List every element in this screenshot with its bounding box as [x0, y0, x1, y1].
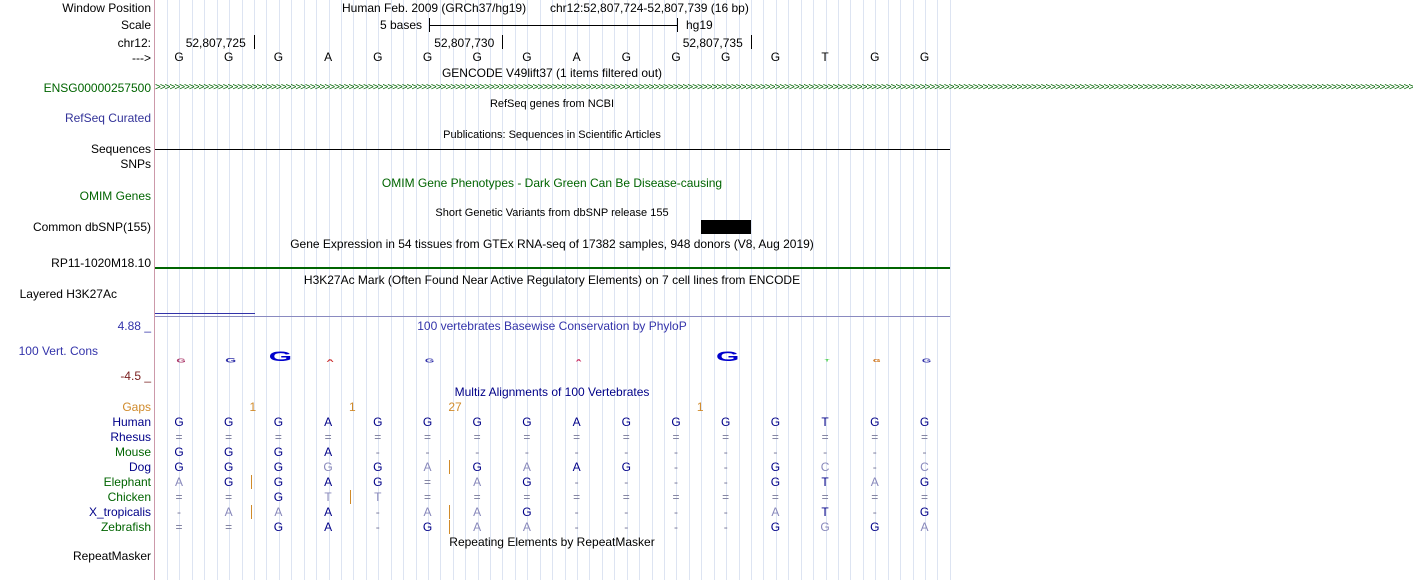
alignment-base: -: [674, 475, 678, 489]
alignment-base: =: [225, 520, 233, 534]
alignment-base: -: [574, 505, 579, 519]
alignment-base: =: [672, 430, 680, 444]
alignment-base: -: [375, 445, 380, 459]
alignment-base: =: [672, 490, 680, 504]
alignment-base: G: [273, 445, 284, 459]
alignment-base: =: [523, 490, 531, 504]
reference-base: G: [472, 50, 482, 64]
species-label[interactable]: Rhesus: [110, 430, 151, 444]
alignment-gap-marker: [449, 505, 450, 519]
alignment-base: =: [523, 430, 531, 444]
conservation-logo-letter: G: [424, 357, 435, 364]
conservation-logo-letter: G: [716, 348, 740, 364]
alignment-base: =: [622, 490, 630, 504]
species-label[interactable]: Elephant: [103, 475, 151, 489]
reference-base: G: [870, 50, 880, 64]
reference-base: G: [621, 50, 631, 64]
alignment-base: G: [919, 475, 930, 489]
alignment-base: G: [770, 415, 781, 429]
alignment-base: A: [473, 505, 482, 519]
alignment-base: =: [423, 430, 431, 444]
alignment-base: -: [823, 445, 828, 459]
alignment-base: =: [225, 490, 233, 504]
alignment-base: A: [324, 520, 333, 534]
alignment-base: -: [624, 520, 629, 534]
alignment-base: G: [273, 460, 284, 474]
species-label[interactable]: Chicken: [107, 490, 151, 504]
gap-count: 27: [448, 400, 462, 414]
alignment-base: -: [872, 460, 877, 474]
alignment-base: G: [770, 460, 781, 474]
alignment-base: =: [573, 430, 581, 444]
alignment-base: -: [872, 505, 877, 519]
alignment-base: -: [723, 445, 728, 459]
h3k27ac-signal: [155, 316, 950, 317]
conservation-logo-letter: G: [225, 356, 237, 364]
alignment-base: =: [473, 490, 481, 504]
alignment-base: -: [773, 445, 778, 459]
alignment-base: =: [423, 475, 431, 489]
alignment-base: G: [522, 505, 532, 519]
alignment-base: T: [324, 490, 332, 504]
alignment-base: =: [573, 490, 581, 504]
alignment-base: =: [175, 520, 183, 534]
alignment-base: G: [770, 520, 781, 534]
conservation-logo-letter: G: [921, 357, 932, 364]
alignment-base: =: [871, 430, 879, 444]
reference-base: G: [174, 50, 184, 64]
alignment-base: =: [622, 430, 630, 444]
alignment-base: T: [821, 505, 829, 519]
alignment-base: T: [374, 490, 382, 504]
alignment-base: =: [722, 490, 730, 504]
scale-bar: [429, 25, 678, 26]
label-common-dbsnp[interactable]: Common dbSNP(155): [32, 220, 151, 234]
alignment-base: -: [674, 520, 678, 534]
alignment-base: -: [375, 520, 380, 534]
gap-count: 1: [348, 400, 356, 414]
ruler-tick: [254, 35, 255, 49]
alignment-base: G: [820, 520, 830, 534]
publications-track-title: Publications: Sequences in Scientific Articles: [443, 129, 661, 141]
reference-base: G: [422, 50, 433, 64]
alignment-base: A: [423, 460, 432, 474]
alignment-gap-marker: [251, 475, 252, 489]
gencode-track-title: GENCODE V49lift37 (1 items filtered out): [441, 66, 663, 80]
alignment-base: -: [624, 445, 629, 459]
alignment-base: G: [174, 415, 184, 429]
label-gencode-gene[interactable]: ENSG00000257500: [43, 81, 151, 95]
alignment-base: -: [723, 505, 728, 519]
dbsnp-variant-feature[interactable]: [701, 220, 751, 234]
reference-base: A: [324, 50, 333, 64]
assembly-title: Human Feb. 2009 (GRCh37/hg19): [342, 1, 527, 15]
alignment-base: A: [870, 475, 879, 489]
alignment-base: G: [472, 460, 482, 474]
track-data-area[interactable]: [155, 0, 1413, 580]
alignment-base: -: [574, 445, 579, 459]
species-label[interactable]: Zebrafish: [100, 520, 151, 534]
alignment-base: G: [522, 415, 532, 429]
alignment-base: -: [674, 445, 678, 459]
ruler-tick: [751, 35, 752, 49]
alignment-base: G: [919, 505, 930, 519]
species-label[interactable]: Mouse: [114, 445, 151, 459]
label-snps[interactable]: SNPs: [120, 157, 151, 171]
alignment-base: G: [174, 445, 184, 459]
label-rp11-gene[interactable]: RP11-1020M18.10: [51, 256, 151, 270]
alignment-base: -: [674, 505, 678, 519]
alignment-base: G: [721, 415, 731, 429]
label-chromosome[interactable]: chr12:: [117, 36, 151, 50]
alignment-base: -: [723, 520, 728, 534]
alignment-base: =: [722, 430, 730, 444]
alignment-base: T: [821, 415, 829, 429]
alignment-base: =: [175, 490, 183, 504]
alignment-base: G: [671, 415, 681, 429]
alignment-base: G: [522, 475, 532, 489]
alignment-base: G: [174, 460, 184, 474]
alignment-base: =: [920, 430, 928, 444]
alignment-base: -: [674, 460, 678, 474]
alignment-base: A: [473, 520, 482, 534]
dbsnp-track-title: Short Genetic Variants from dbSNP release 155: [435, 207, 669, 219]
label-refseq-curated[interactable]: RefSeq Curated: [64, 111, 151, 125]
label-repeatmasker[interactable]: RepeatMasker: [72, 549, 151, 563]
alignment-base: =: [871, 490, 879, 504]
alignment-base: G: [273, 475, 284, 489]
gap-count: 1: [696, 400, 704, 414]
alignment-base: T: [821, 475, 829, 489]
ruler-position-label: 52,807,730: [434, 36, 495, 50]
conservation-logo-letter: G: [268, 348, 293, 364]
phylop-track-title: 100 vertebrates Basewise Conservation by PhyloP: [417, 319, 687, 333]
alignment-base: A: [572, 460, 581, 474]
alignment-base: G: [422, 415, 433, 429]
label-omim-genes[interactable]: OMIM Genes: [79, 189, 151, 203]
alignment-base: G: [373, 415, 383, 429]
alignment-base: -: [475, 445, 480, 459]
gap-count: 1: [249, 400, 257, 414]
alignment-gap-marker: [449, 520, 450, 534]
alignment-base: -: [723, 460, 728, 474]
scale-bar-db: hg19: [686, 18, 713, 32]
alignment-base: A: [224, 505, 233, 519]
label-window-position[interactable]: Window Position: [62, 1, 151, 15]
species-label[interactable]: Dog: [128, 460, 151, 474]
alignment-base: A: [324, 475, 333, 489]
alignment-base: =: [920, 490, 928, 504]
alignment-base: G: [621, 460, 631, 474]
alignment-base: -: [375, 505, 380, 519]
reference-base: G: [373, 50, 383, 64]
gencode-gene-feature[interactable]: >>>>>>>>>>>>>>>>>>>>>>>>>>>>>>>>>>>>>>>>>>>>>>>>>>>>>>>>>>>>>>>>>>>>>>>>>>>>>>>>>>>>>>>>>>>>>>>>>>>>>>>>>>>>>>>>>>>>>>>>>>>>>>>>>>>>>>>>>>>>>>>>>>>>>>>>>>>>>>>>>>>>>>>>>>>>>>>>>>>>>>>>>>>>>>>>>>>>>>>>>>>>>>>>>>>>>>>>>>>>>>>>>>>>>>>>>>>>>>>>>>>>>>>>>>>>>>>>>>>>: [155, 82, 1413, 93]
alignment-base: =: [225, 430, 233, 444]
alignment-base: =: [771, 430, 779, 444]
reference-base: G: [671, 50, 681, 64]
reference-base: G: [224, 50, 234, 64]
alignment-base: A: [920, 520, 929, 534]
refseq-track-title: RefSeq genes from NCBI: [489, 98, 615, 110]
alignment-base: A: [324, 445, 333, 459]
alignment-base: C: [820, 460, 830, 474]
alignment-base: A: [522, 520, 531, 534]
reference-base: A: [572, 50, 581, 64]
rp11-gene-feature[interactable]: [155, 267, 950, 269]
alignment-base: -: [922, 445, 927, 459]
conservation-logo-letter: A: [575, 358, 582, 363]
alignment-base: A: [522, 460, 531, 474]
alignment-base: G: [422, 520, 433, 534]
conservation-logo-letter: T: [824, 358, 830, 363]
alignment-base: -: [177, 505, 181, 519]
label-strand-arrow[interactable]: --->: [132, 51, 151, 65]
label-layered-h3k27ac[interactable]: Layered H3K27Ac: [19, 287, 117, 301]
alignment-base: -: [624, 475, 629, 489]
reference-base: G: [919, 50, 930, 64]
alignment-base: A: [423, 505, 432, 519]
alignment-base: G: [770, 475, 781, 489]
alignment-base: =: [821, 430, 829, 444]
alignment-base: A: [174, 475, 183, 489]
omim-track-title: OMIM Gene Phenotypes - Dark Green Can Be Disease-causing: [381, 176, 723, 190]
label-sequences[interactable]: Sequences: [90, 142, 151, 156]
ruler-tick: [502, 35, 503, 49]
sequences-line: [155, 149, 950, 150]
gtex-track-title: Gene Expression in 54 tissues from GTEx RNA-seq of 17382 samples, 948 donors (V8, Aug 2019): [290, 237, 814, 251]
species-label[interactable]: X_tropicalis: [88, 505, 151, 519]
label-cons-min: -4.5 _: [120, 369, 151, 383]
alignment-base: A: [324, 415, 333, 429]
alignment-base: G: [273, 415, 284, 429]
conservation-logo-letter: A: [326, 358, 334, 363]
alignment-base: =: [274, 430, 282, 444]
track-label-column: [0, 0, 155, 580]
reference-base: G: [721, 50, 731, 64]
label-gaps[interactable]: Gaps: [122, 400, 151, 414]
alignment-base: G: [870, 520, 880, 534]
alignment-base: -: [624, 505, 629, 519]
alignment-base: G: [224, 415, 234, 429]
alignment-base: -: [574, 520, 579, 534]
alignment-base: G: [373, 460, 383, 474]
alignment-base: =: [473, 430, 481, 444]
alignment-base: G: [224, 475, 234, 489]
alignment-base: A: [473, 475, 482, 489]
alignment-base: =: [821, 490, 829, 504]
reference-base: G: [770, 50, 781, 64]
alignment-base: -: [425, 445, 430, 459]
alignment-base: A: [274, 505, 283, 519]
reference-base: G: [273, 50, 284, 64]
alignment-base: C: [920, 460, 929, 474]
alignment-base: -: [574, 475, 579, 489]
alignment-gap-marker: [350, 490, 351, 504]
alignment-base: G: [273, 490, 284, 504]
window-position-text: chr12:52,807,724-52,807,739 (16 bp): [550, 1, 749, 15]
label-scale[interactable]: Scale: [120, 18, 151, 32]
scale-bar-right-end: [677, 18, 678, 32]
ruler-position-label: 52,807,725: [185, 36, 246, 50]
alignment-base: A: [324, 505, 333, 519]
conservation-logo-letter: G: [176, 357, 186, 364]
label-100-vert-cons[interactable]: 100 Vert. Cons: [18, 344, 98, 358]
alignment-base: G: [224, 460, 234, 474]
reference-base: T: [821, 50, 829, 64]
alignment-base: A: [771, 505, 780, 519]
alignment-gap-marker: [251, 505, 252, 519]
alignment-base: -: [723, 475, 728, 489]
reference-base: G: [522, 50, 532, 64]
label-cons-max: 4.88 _: [117, 319, 151, 333]
alignment-base: =: [324, 430, 332, 444]
alignment-base: G: [224, 445, 234, 459]
h3k27ac-track-title: H3K27Ac Mark (Often Found Near Active Regulatory Elements) on 7 cell lines from ENCODE: [303, 273, 801, 287]
scale-bar-label: 5 bases: [380, 18, 423, 32]
alignment-base: G: [472, 415, 482, 429]
species-label[interactable]: Human: [112, 415, 151, 429]
alignment-base: G: [323, 460, 333, 474]
alignment-base: G: [273, 520, 284, 534]
conservation-logo-letter: G: [872, 358, 881, 363]
alignment-base: G: [621, 415, 631, 429]
multiz-track-title: Multiz Alignments of 100 Vertebrates: [454, 385, 650, 399]
ruler-position-label: 52,807,735: [682, 36, 743, 50]
alignment-base: =: [771, 490, 779, 504]
h3k27ac-signal-short: [155, 313, 255, 314]
alignment-base: -: [872, 445, 877, 459]
alignment-base: -: [524, 445, 529, 459]
alignment-base: G: [870, 415, 880, 429]
alignment-base: A: [572, 415, 581, 429]
alignment-base: G: [373, 475, 383, 489]
alignment-base: G: [919, 415, 930, 429]
repeatmasker-track-title: Repeating Elements by RepeatMasker: [449, 535, 655, 549]
alignment-base: =: [423, 490, 431, 504]
alignment-gap-marker: [449, 460, 450, 474]
alignment-base: =: [374, 430, 382, 444]
alignment-base: =: [175, 430, 183, 444]
